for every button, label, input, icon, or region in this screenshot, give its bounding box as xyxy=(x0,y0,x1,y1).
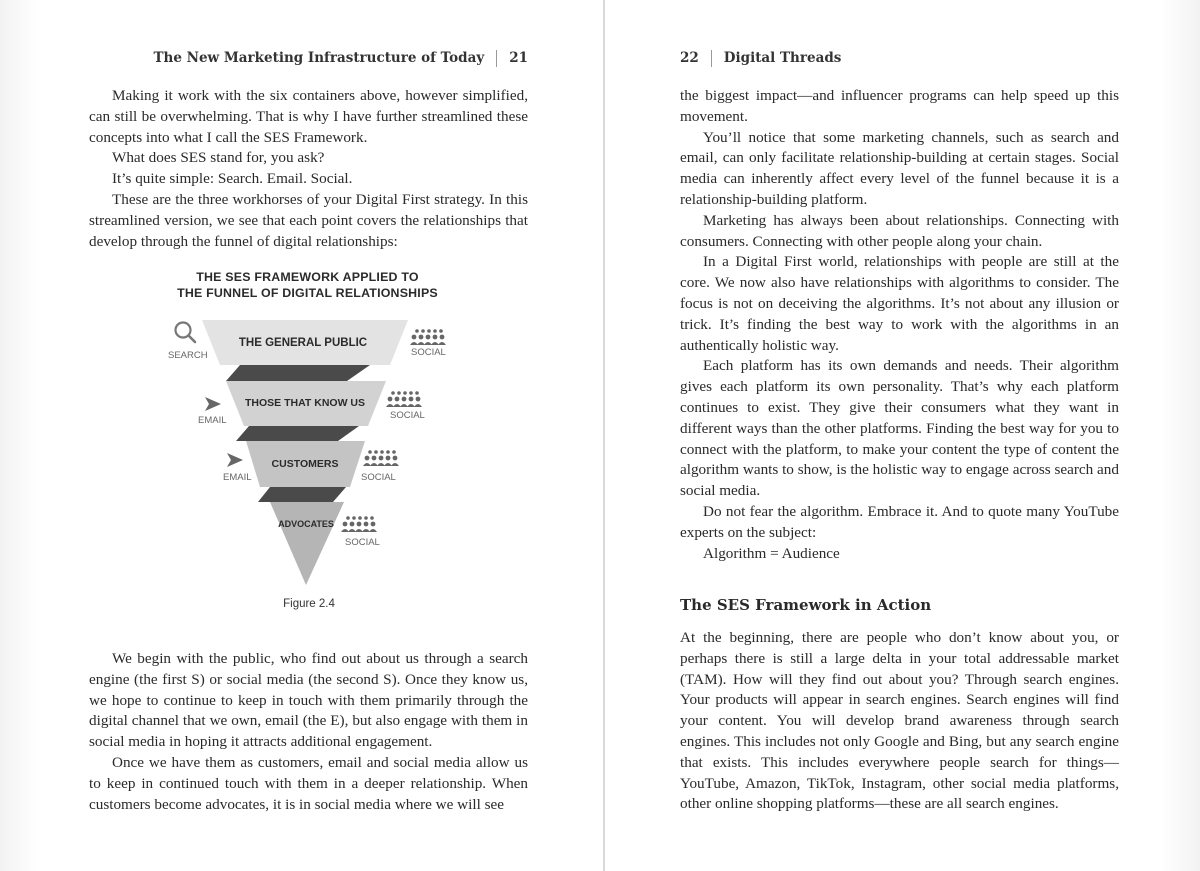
body-text-top xyxy=(680,86,1119,564)
social-crowd-icon xyxy=(386,391,422,407)
funnel-tier-advocates xyxy=(270,502,344,585)
header-divider xyxy=(496,50,497,67)
funnel-tier-customers xyxy=(246,441,365,487)
channel-label-social: SOCIAL xyxy=(390,410,425,421)
funnel-connector xyxy=(226,365,370,381)
paragraph: the biggest impact—and influencer programs can help speed up this movement. xyxy=(680,87,1119,125)
page-number: 21 xyxy=(509,50,528,66)
social-crowd-icon xyxy=(363,450,399,466)
paragraph: Making it work with the six containers above, however simplified, can still be overwhelming. That is why I have further streamlined these concepts into what I call the SES Framework. xyxy=(89,87,528,146)
body-text-top xyxy=(89,86,528,252)
paragraph: In a Digital First world, relationships with people are still at the core. We now also have relationships with algorithms to consider. The focus is not on deceiving the algorithms. It’s not about any illusion or trick. It’s finding the best way to work with the algorithms in an authentically holistic way. xyxy=(680,253,1119,354)
email-icon xyxy=(227,453,243,467)
paragraph: You’ll notice that some marketing channels, such as search and email, can only facilitate relationship-building at certain stages. Social media can inherently affect every level of the funnel because it is a relationship-building platform. xyxy=(680,128,1119,208)
funnel-tier-those-that-know-us xyxy=(226,381,386,426)
paragraph: What does SES stand for, you ask? xyxy=(112,149,325,167)
tier-label: THE GENERAL PUBLIC xyxy=(238,337,368,349)
funnel-figure xyxy=(160,265,460,620)
page-shadow xyxy=(0,0,40,871)
right-page xyxy=(605,0,1200,871)
figure-title-line-2: THE FUNNEL OF DIGITAL RELATIONSHIPS xyxy=(177,286,438,300)
running-header xyxy=(680,49,841,67)
paragraph: Algorithm = Audience xyxy=(703,544,840,562)
channel-label-social: SOCIAL xyxy=(345,537,380,548)
funnel-diagram xyxy=(160,265,460,595)
figure-caption: Figure 2.4 xyxy=(283,598,335,610)
running-header xyxy=(153,49,528,67)
social-crowd-icon xyxy=(341,516,377,532)
header-title: Digital Threads xyxy=(723,50,842,66)
paragraph: We begin with the public, who find out about us through a search engine (the first S) or social media (the second S). Once they know us, we hope to continue to keep in touch with them primarily through the digital channel that we own, email (the E), but also engage with them in social media in hoping it attracts additional engagement. xyxy=(89,650,528,751)
funnel-connector xyxy=(258,487,346,502)
funnel-connector xyxy=(236,426,359,441)
channel-label-email: EMAIL xyxy=(198,415,227,426)
email-icon xyxy=(205,397,221,411)
funnel-tier-general-public xyxy=(202,320,408,365)
paragraph: Marketing has always been about relationships. Connecting with consumers. Connecting with other people along your chain. xyxy=(680,211,1119,250)
body-text-bottom xyxy=(89,649,528,815)
channel-label-email: EMAIL xyxy=(223,472,252,483)
tier-label: ADVOCATES xyxy=(278,519,334,529)
body-text-section xyxy=(680,628,1119,815)
header-divider xyxy=(711,50,712,67)
header-title: The New Marketing Infrastructure of Today xyxy=(153,50,485,66)
channel-label-social: SOCIAL xyxy=(361,472,396,483)
paragraph: These are the three workhorses of your Digital First strategy. In this streamlined version, we see that each point covers the relationships that develop through the funnel of digital relationships: xyxy=(89,190,528,250)
channel-label-search: SEARCH xyxy=(168,350,208,361)
paragraph: Do not fear the algorithm. Embrace it. And to quote many YouTube experts on the subject: xyxy=(680,502,1119,541)
page-shadow xyxy=(1160,0,1200,871)
social-crowd-icon xyxy=(410,329,446,345)
paragraph: Each platform has its own demands and needs. Their algorithm gives each platform its own personality. That’s why each platform continues to exist. They give their consumers what they want in different ways than the other platforms. Finding the best way for you to connect with the platform, to make your content the type of content the algorithm wants to show, is the holistic way to engage across search and social media. xyxy=(680,357,1119,500)
page-number: 22 xyxy=(680,50,699,66)
paragraph: Once we have them as customers, email and social media allow us to keep in continued touch with them in a deeper relationship. When customers become advocates, it is in social media where we will see xyxy=(89,753,528,813)
tier-label: THOSE THAT KNOW US xyxy=(245,397,365,409)
section-heading: The SES Framework in Action xyxy=(680,596,932,614)
paragraph: It’s quite simple: Search. Email. Social. xyxy=(112,170,353,188)
search-icon xyxy=(176,323,196,343)
paragraph: At the beginning, there are people who don’t know about you, or perhaps there is still a large delta in your total addressable market (TAM). How will they find out about you? Through search engines. Your products will appear in search engines. Search engines will find your content. You will develop brand awareness through search engines. This includes not only Google and Bing, but any search engine that exists. This includes everywhere people search for things—YouTube, Amazon, TikTok, Instagram, other social media platforms, other online shopping platforms—these are all search engines. xyxy=(680,629,1119,813)
channel-label-social: SOCIAL xyxy=(411,347,446,358)
figure-title-line-1: THE SES FRAMEWORK APPLIED TO xyxy=(196,270,419,284)
tier-label: CUSTOMERS xyxy=(271,458,339,470)
